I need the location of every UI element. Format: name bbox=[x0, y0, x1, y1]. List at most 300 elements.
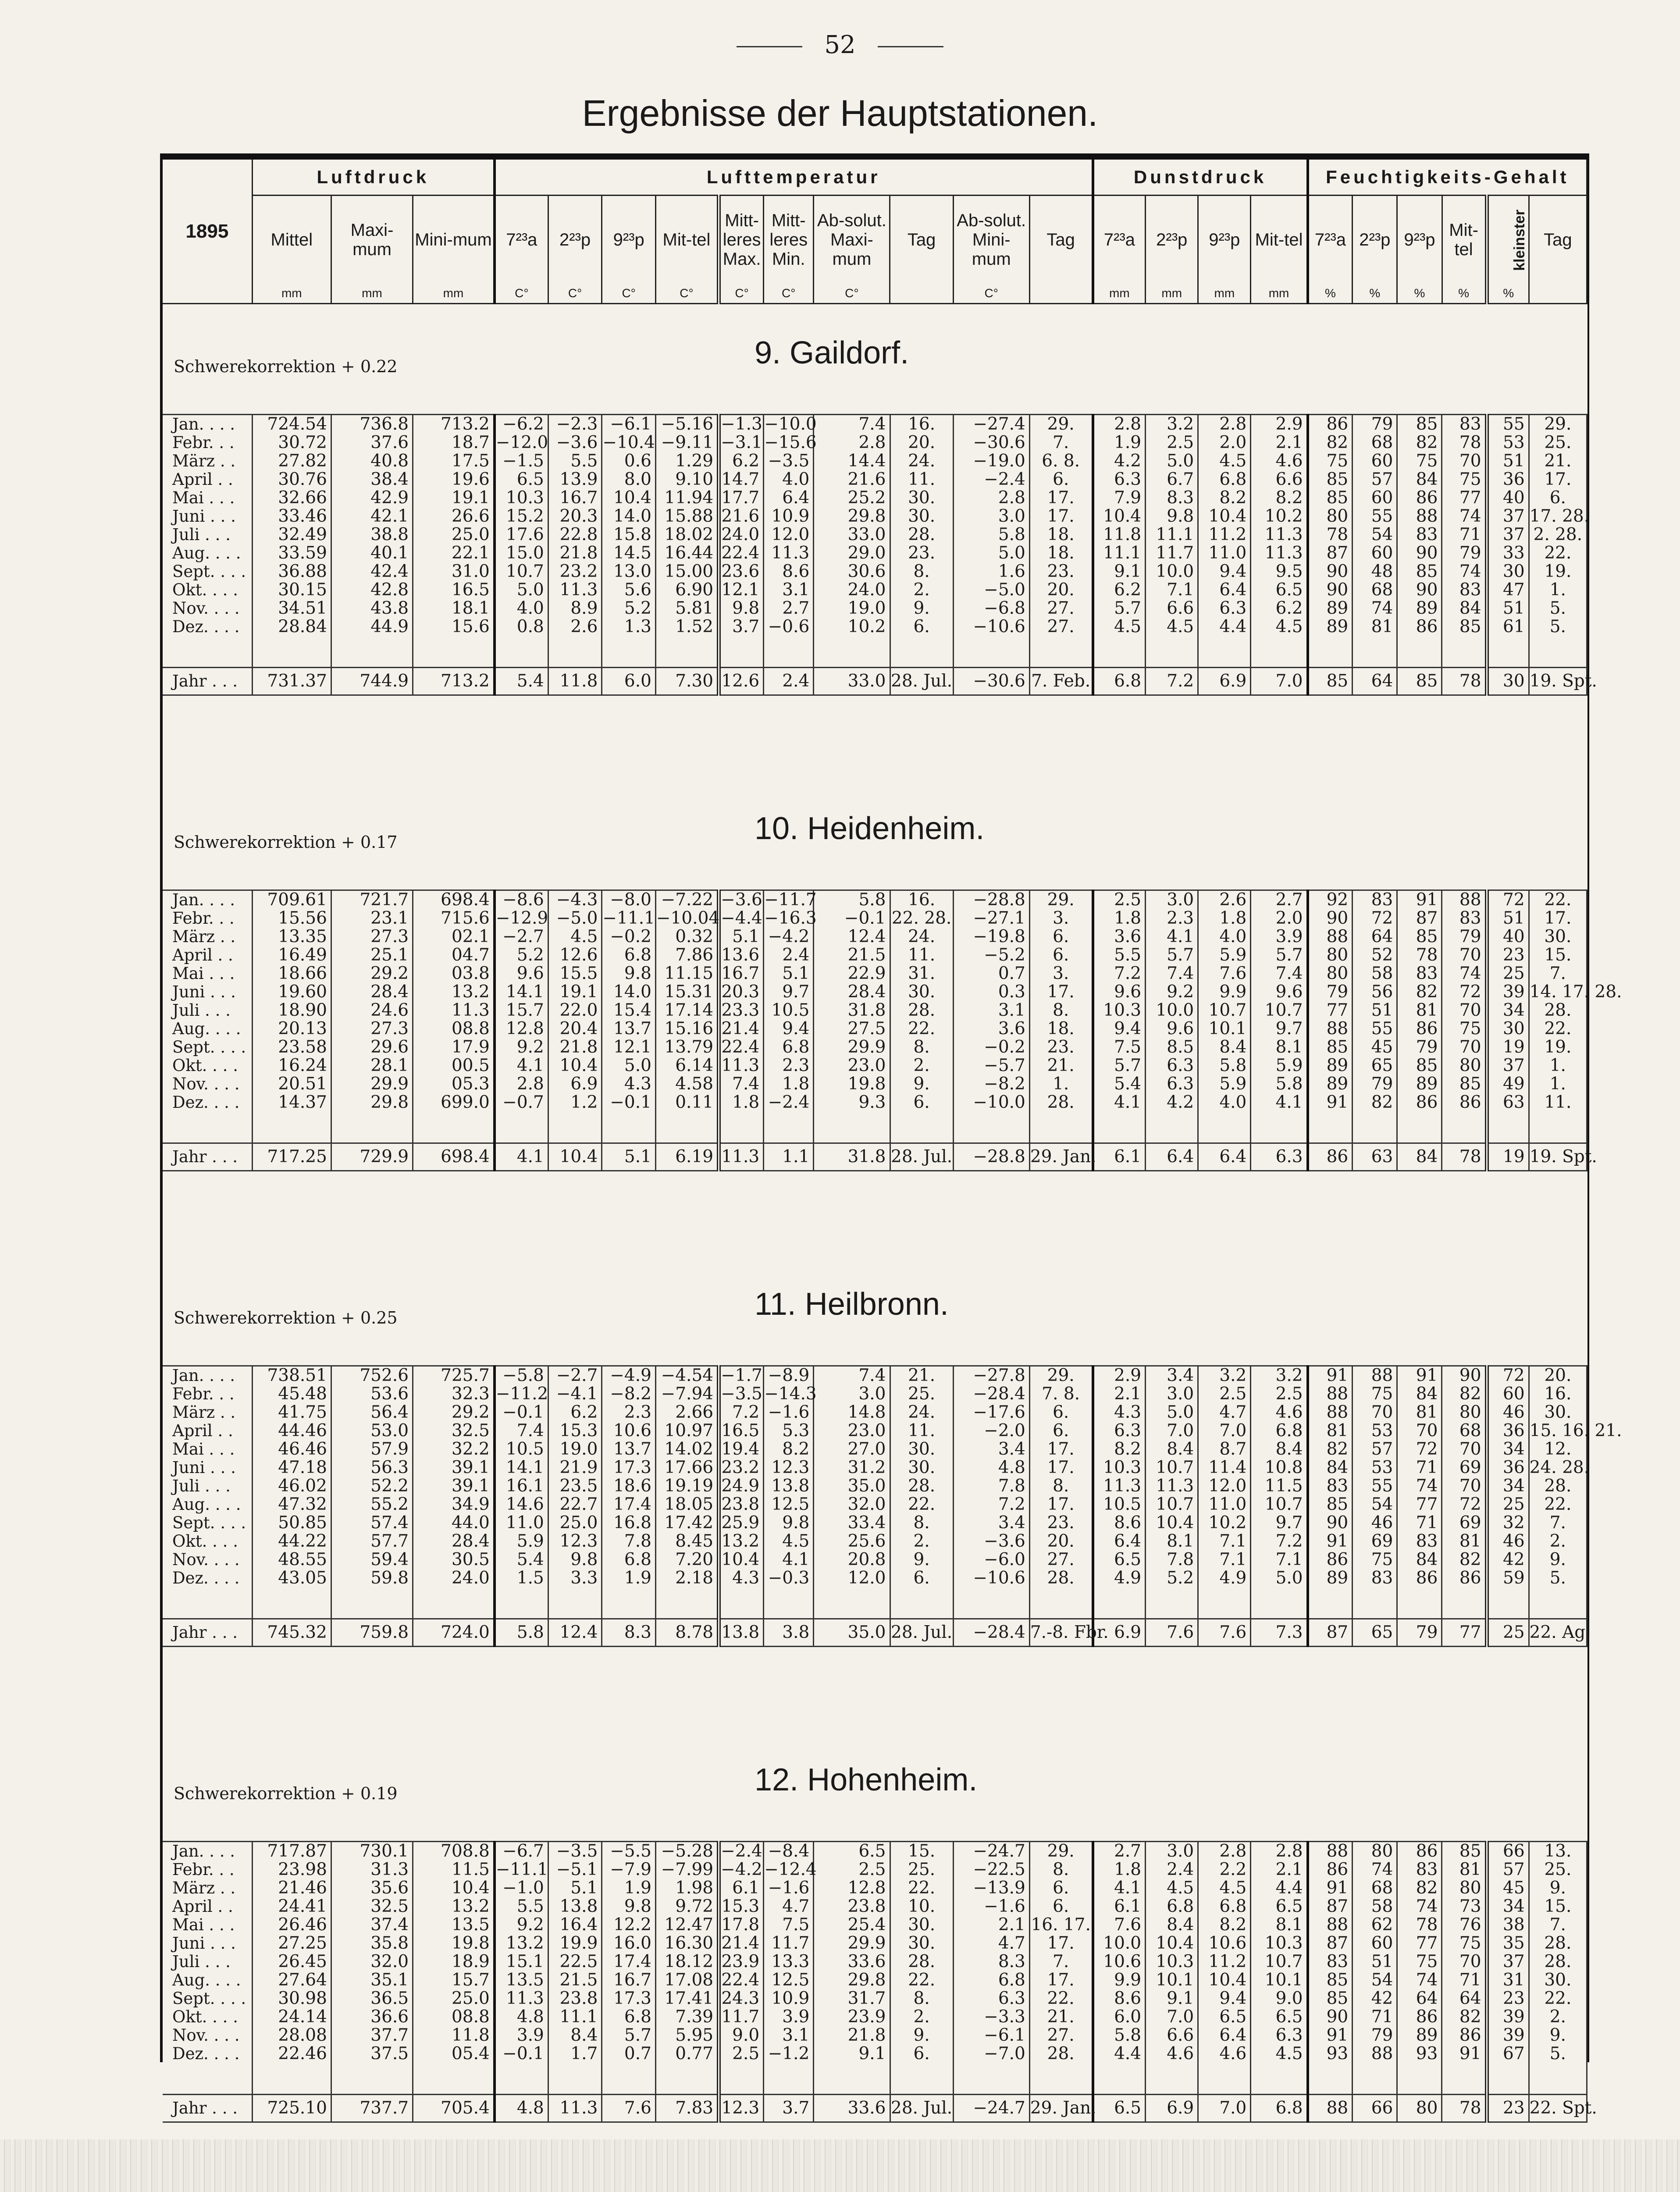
table-cell: 10.8 bbox=[1251, 1459, 1308, 1477]
table-cell: 30. bbox=[890, 507, 953, 526]
row-label: Juli . . . bbox=[163, 526, 252, 544]
table-cell: 35.1 bbox=[331, 1971, 413, 1989]
table-row bbox=[163, 507, 1587, 526]
table-cell: 14.7 bbox=[719, 470, 764, 489]
table-cell: 59.4 bbox=[331, 1551, 413, 1569]
table-cell: 2.4 bbox=[1146, 1861, 1198, 1879]
gap-cell bbox=[1487, 636, 1529, 668]
table-cell: 56.4 bbox=[331, 1403, 413, 1422]
table-cell: 6.3 bbox=[1146, 1075, 1198, 1093]
table-cell: 33.6 bbox=[814, 2095, 890, 2122]
table-cell: 11.4 bbox=[1198, 1459, 1251, 1477]
table-cell: 77 bbox=[1308, 1001, 1353, 1020]
table-cell: 88 bbox=[1353, 2045, 1397, 2063]
table-cell: −5.0 bbox=[548, 909, 602, 928]
table-cell: −24.7 bbox=[953, 2095, 1029, 2122]
row-label: Febr. . . bbox=[163, 1385, 252, 1403]
table-cell: 713.2 bbox=[413, 415, 495, 434]
table-cell: 12.8 bbox=[814, 1879, 890, 1897]
table-cell: −3.5 bbox=[764, 452, 814, 470]
scan-border bbox=[0, 2139, 1680, 2192]
table-cell: 68 bbox=[1353, 434, 1397, 452]
table-cell: 23. bbox=[1029, 1514, 1093, 1532]
table-row bbox=[163, 1495, 1587, 1514]
table-cell: 46 bbox=[1487, 1532, 1529, 1551]
table-cell: −4.3 bbox=[548, 890, 602, 910]
table-cell: −0.7 bbox=[495, 1093, 548, 1112]
table-cell: 26.6 bbox=[413, 507, 495, 526]
table-cell: 23.0 bbox=[814, 1422, 890, 1440]
table-cell: 77 bbox=[1397, 1934, 1442, 1953]
table-cell: 13.6 bbox=[719, 946, 764, 964]
table-cell: 1. bbox=[1029, 1075, 1093, 1093]
table-cell: 63 bbox=[1487, 1093, 1529, 1112]
table-cell: 46 bbox=[1487, 1403, 1529, 1422]
table-cell: −1.6 bbox=[764, 1879, 814, 1897]
table-cell: 759.8 bbox=[331, 1619, 413, 1647]
table-cell: 23.98 bbox=[252, 1861, 331, 1879]
table-cell: 83 bbox=[1353, 890, 1397, 910]
table-cell: 2.1 bbox=[1093, 1385, 1146, 1403]
gap-cell bbox=[1308, 1112, 1353, 1143]
table-cell: 7.8 bbox=[1146, 1551, 1198, 1569]
table-cell: 44.0 bbox=[413, 1514, 495, 1532]
table-cell: 3.6 bbox=[953, 1020, 1029, 1038]
table-cell: 4.8 bbox=[953, 1459, 1029, 1477]
gap-cell bbox=[1251, 1112, 1308, 1143]
table-cell: 86 bbox=[1442, 1569, 1487, 1587]
table-cell: 27. bbox=[1029, 2026, 1093, 2045]
table-cell: 30 bbox=[1487, 668, 1529, 695]
table-cell: 3.1 bbox=[764, 2026, 814, 2045]
table-cell: 12.47 bbox=[655, 1916, 719, 1934]
table-cell: 70 bbox=[1353, 1403, 1397, 1422]
table-cell: 79 bbox=[1442, 544, 1487, 562]
table-cell: 82 bbox=[1308, 434, 1353, 452]
row-gap bbox=[163, 1112, 1587, 1143]
gap-cell bbox=[1251, 636, 1308, 668]
table-cell: 84 bbox=[1397, 470, 1442, 489]
table-cell: 19. Spt. bbox=[1529, 668, 1587, 695]
table-cell: 85 bbox=[1397, 1057, 1442, 1075]
table-cell: 10.7 bbox=[1146, 1495, 1198, 1514]
table-row bbox=[163, 1861, 1587, 1879]
table-cell: 7.6 bbox=[1198, 1619, 1251, 1647]
table-cell: 11.3 bbox=[1251, 526, 1308, 544]
table-row bbox=[163, 489, 1587, 507]
table-cell: 17. bbox=[1529, 909, 1587, 928]
table-cell: 38 bbox=[1487, 1916, 1529, 1934]
table-cell: 42 bbox=[1353, 1989, 1397, 2008]
table-cell: −1.7 bbox=[719, 1366, 764, 1385]
table-cell: 22. 28. bbox=[890, 909, 953, 928]
row-label: Juni . . . bbox=[163, 983, 252, 1001]
table-cell: 20.8 bbox=[814, 1551, 890, 1569]
table-cell: 11.3 bbox=[548, 2095, 602, 2122]
table-cell: 15.88 bbox=[655, 507, 719, 526]
table-cell: 80 bbox=[1442, 1057, 1487, 1075]
table-row bbox=[163, 599, 1587, 618]
table-cell: 2.8 bbox=[814, 434, 890, 452]
table-cell: 9.4 bbox=[1198, 1989, 1251, 2008]
table-cell: 75 bbox=[1353, 1551, 1397, 1569]
table-cell: 88 bbox=[1308, 1403, 1353, 1422]
table-cell: 23.3 bbox=[719, 1001, 764, 1020]
table-cell: 89 bbox=[1308, 1569, 1353, 1587]
table-cell: 20. bbox=[1029, 1532, 1093, 1551]
table-cell: 1.98 bbox=[655, 1879, 719, 1897]
table-cell: 13.9 bbox=[548, 470, 602, 489]
table-cell: 13.7 bbox=[602, 1020, 656, 1038]
table-cell: 29.9 bbox=[814, 1038, 890, 1057]
table-cell: 2.2 bbox=[1198, 1861, 1251, 1879]
table-cell: 16. bbox=[890, 415, 953, 434]
table-cell: 5.8 bbox=[1198, 1057, 1251, 1075]
table-cell: 2.66 bbox=[655, 1403, 719, 1422]
table-cell: 86 bbox=[1442, 2026, 1487, 2045]
table-cell: 745.32 bbox=[252, 1619, 331, 1647]
table-cell: −6.1 bbox=[953, 2026, 1029, 2045]
table-cell: 5.7 bbox=[1093, 599, 1146, 618]
table-cell: 8. bbox=[1029, 1477, 1093, 1495]
table-cell: 10.4 bbox=[413, 1879, 495, 1897]
table-cell: 34 bbox=[1487, 1001, 1529, 1020]
table-cell: 90 bbox=[1308, 581, 1353, 599]
table-cell: 7.6 bbox=[1198, 964, 1251, 983]
table-cell: 4.3 bbox=[719, 1569, 764, 1587]
table-cell: 8.5 bbox=[1146, 1038, 1198, 1057]
table-cell: 38.8 bbox=[331, 526, 413, 544]
table-cell: 78 bbox=[1397, 1916, 1442, 1934]
gap-cell bbox=[1529, 1587, 1587, 1619]
table-cell: 25.0 bbox=[548, 1514, 602, 1532]
table-cell: −10.04 bbox=[656, 908, 720, 928]
table-cell: 28. bbox=[1029, 1093, 1093, 1112]
table-cell: 9.0 bbox=[719, 2026, 764, 2045]
table-cell: 8.4 bbox=[548, 2026, 602, 2045]
table-cell: 6.0 bbox=[1093, 2008, 1146, 2026]
table-cell: 79 bbox=[1353, 415, 1397, 434]
table-cell: 74 bbox=[1442, 507, 1487, 526]
table-cell: 15. bbox=[1529, 946, 1587, 964]
table-cell: 74 bbox=[1397, 1477, 1442, 1495]
table-cell: 83 bbox=[1397, 526, 1442, 544]
table-cell: 76 bbox=[1442, 1916, 1487, 1934]
table-cell: 36 bbox=[1487, 470, 1529, 489]
row-label: Febr. . . bbox=[163, 909, 252, 928]
table-cell: 23 bbox=[1487, 1989, 1529, 2008]
row-label: Aug. . . . bbox=[163, 544, 252, 562]
table-cell: 91 bbox=[1308, 1093, 1353, 1112]
table-cell: 71 bbox=[1442, 1971, 1487, 1989]
table-cell: 3.9 bbox=[495, 2026, 548, 2045]
table-cell: −27.1 bbox=[953, 909, 1029, 928]
group-lufttemperatur: Lufttemperatur bbox=[495, 160, 1093, 196]
table-cell: 8.6 bbox=[1093, 1989, 1146, 2008]
table-cell: 7.4 bbox=[1251, 964, 1308, 983]
table-cell: −2.4 bbox=[953, 470, 1029, 489]
table-cell: 36.6 bbox=[331, 2008, 413, 2026]
table-row bbox=[163, 544, 1587, 562]
table-cell: 8. bbox=[1029, 1001, 1093, 1020]
table-cell: 19.0 bbox=[548, 1440, 602, 1459]
table-cell: −6.8 bbox=[953, 599, 1029, 618]
row-label: Okt. . . . bbox=[163, 2008, 252, 2026]
row-label: März . . bbox=[163, 452, 252, 470]
table-cell: 25.0 bbox=[413, 526, 495, 544]
table-cell: 10.7 bbox=[1251, 1495, 1308, 1514]
table-cell: 11.5 bbox=[1251, 1477, 1308, 1495]
column-header: kleinster bbox=[1511, 210, 1528, 271]
table-cell: 7.8 bbox=[953, 1477, 1029, 1495]
table-cell: 6. bbox=[1029, 1422, 1093, 1440]
table-cell: 5.8 bbox=[953, 526, 1029, 544]
table-cell: 28. bbox=[1529, 1953, 1587, 1971]
table-cell: 4.4 bbox=[1198, 618, 1251, 636]
row-label: Dez. . . . bbox=[163, 1093, 252, 1112]
row-label: Dez. . . . bbox=[163, 1569, 252, 1587]
table-cell: 10.3 bbox=[495, 489, 548, 507]
table-cell: 46.02 bbox=[252, 1477, 331, 1495]
table-cell: 78 bbox=[1442, 668, 1487, 695]
gap-cell bbox=[1198, 2063, 1251, 2095]
table-cell: 8.7 bbox=[1198, 1440, 1251, 1459]
table-cell: 45 bbox=[1487, 1879, 1529, 1897]
row-label: Jahr . . . bbox=[163, 1619, 252, 1647]
table-cell: 13. bbox=[1529, 1842, 1587, 1861]
table-cell: −2.7 bbox=[548, 1366, 602, 1385]
table-cell: 6.3 bbox=[953, 1989, 1029, 2008]
table-cell: 9. bbox=[1529, 1551, 1587, 1569]
table-cell: 22.9 bbox=[814, 964, 890, 983]
row-label: Sept. . . . bbox=[163, 562, 252, 581]
table-cell: 6.4 bbox=[1146, 1143, 1198, 1171]
table-cell: 83 bbox=[1442, 581, 1487, 599]
table-cell: 10.4 bbox=[1146, 1514, 1198, 1532]
table-cell: 71 bbox=[1397, 1514, 1442, 1532]
table-cell: 32 bbox=[1487, 1514, 1529, 1532]
table-cell: 9.6 bbox=[1093, 983, 1146, 1001]
gap-cell bbox=[1093, 636, 1146, 668]
table-cell: 18.02 bbox=[655, 526, 719, 544]
table-cell: 60 bbox=[1353, 489, 1397, 507]
row-label: Sept. . . . bbox=[163, 1989, 252, 2008]
table-cell: 77 bbox=[1442, 489, 1487, 507]
table-cell: 73 bbox=[1442, 1897, 1487, 1916]
table-cell: 9.7 bbox=[1251, 1514, 1308, 1532]
table-cell: 736.8 bbox=[331, 415, 413, 434]
table-cell: 8.45 bbox=[655, 1532, 719, 1551]
table-cell: 1.8 bbox=[719, 1093, 764, 1112]
table-cell: 6.4 bbox=[1198, 581, 1251, 599]
table-cell: 10.6 bbox=[1093, 1953, 1146, 1971]
table-cell: 5.5 bbox=[495, 1897, 548, 1916]
table-cell: 90 bbox=[1397, 581, 1442, 599]
table-cell: 14.5 bbox=[602, 544, 656, 562]
table-cell: 14.1 bbox=[495, 1459, 548, 1477]
table-cell: 13.5 bbox=[495, 1971, 548, 1989]
table-cell: −2.4 bbox=[764, 1093, 814, 1112]
table-cell: 17.3 bbox=[602, 1459, 656, 1477]
row-label: Mai . . . bbox=[163, 489, 252, 507]
unit-label bbox=[890, 284, 953, 304]
table-cell: 30.72 bbox=[252, 434, 331, 452]
table-cell: 17.08 bbox=[655, 1971, 719, 1989]
row-gap bbox=[163, 1587, 1587, 1619]
gap-cell bbox=[1397, 2063, 1442, 2095]
table-cell: 7.4 bbox=[814, 415, 890, 434]
table-cell: 4.6 bbox=[1251, 1403, 1308, 1422]
unit-label bbox=[1029, 284, 1093, 304]
table-cell: 5.8 bbox=[1093, 2026, 1146, 2045]
table-cell: 15.1 bbox=[495, 1953, 548, 1971]
table-cell: 32.5 bbox=[413, 1422, 495, 1440]
table-cell: 6.6 bbox=[1146, 599, 1198, 618]
table-cell: 18.12 bbox=[655, 1953, 719, 1971]
table-cell: 9.1 bbox=[814, 2045, 890, 2063]
table-cell: 56.3 bbox=[331, 1459, 413, 1477]
table-cell: 10.2 bbox=[814, 618, 890, 636]
table-cell: 71 bbox=[1397, 1459, 1442, 1477]
table-cell: 69 bbox=[1442, 1514, 1487, 1532]
table-cell: 4.0 bbox=[1198, 928, 1251, 946]
table-cell: 5.0 bbox=[602, 1057, 656, 1075]
unit-label: % bbox=[1397, 284, 1442, 304]
table-row bbox=[163, 581, 1587, 599]
table-cell: 60 bbox=[1487, 1385, 1529, 1403]
table-cell: 7.2 bbox=[1146, 668, 1198, 695]
table-cell: 6.2 bbox=[1093, 581, 1146, 599]
table-cell: 2.9 bbox=[1251, 415, 1308, 434]
table-cell: 22. bbox=[1529, 544, 1587, 562]
gap-cell bbox=[953, 2063, 1029, 2095]
row-label: Okt. . . . bbox=[163, 1532, 252, 1551]
table-cell: 34 bbox=[1487, 1477, 1529, 1495]
table-cell: 05.4 bbox=[413, 2045, 495, 2063]
table-cell: 32.3 bbox=[413, 1385, 495, 1403]
gap-cell bbox=[890, 1587, 953, 1619]
table-cell: 731.37 bbox=[252, 668, 331, 695]
table-cell: 39 bbox=[1487, 2026, 1529, 2045]
table-cell: 17. bbox=[1029, 489, 1093, 507]
table-cell: 33.0 bbox=[814, 668, 890, 695]
table-cell: 8.0 bbox=[602, 470, 656, 489]
table-cell: −11.2 bbox=[495, 1385, 548, 1403]
table-cell: 19. Spt. bbox=[1529, 1143, 1587, 1171]
table-cell: 6.1 bbox=[1093, 1143, 1146, 1171]
table-cell: 6.9 bbox=[1198, 668, 1251, 695]
gap-cell bbox=[548, 636, 602, 668]
table-cell: 17.66 bbox=[655, 1459, 719, 1477]
table-row bbox=[163, 618, 1587, 636]
table-cell: 8.3 bbox=[1146, 489, 1198, 507]
table-cell: 1.8 bbox=[1198, 909, 1251, 928]
station-header bbox=[163, 1731, 1587, 1841]
table-cell: 5.95 bbox=[655, 2026, 719, 2045]
table-cell: 9.7 bbox=[1251, 1020, 1308, 1038]
table-cell: 19. bbox=[1529, 1038, 1587, 1057]
table-cell: 5.2 bbox=[1146, 1569, 1198, 1587]
table-cell: −3.1 bbox=[719, 434, 764, 452]
table-cell: 3.0 bbox=[814, 1385, 890, 1403]
unit-label: mm bbox=[413, 284, 495, 304]
table-cell: 91 bbox=[1397, 1366, 1442, 1385]
table-cell: 22. Spt. bbox=[1529, 2095, 1587, 2122]
table-cell: 23.2 bbox=[719, 1459, 764, 1477]
gap-cell bbox=[331, 1112, 413, 1143]
table-cell: 15.6 bbox=[413, 618, 495, 636]
table-cell: −12.0 bbox=[495, 434, 548, 452]
table-cell: −28.8 bbox=[953, 890, 1029, 910]
table-cell: −0.1 bbox=[495, 1403, 548, 1422]
table-cell: 19.8 bbox=[413, 1934, 495, 1953]
table-cell: 18.90 bbox=[252, 1001, 331, 1020]
table-cell: 84 bbox=[1397, 1551, 1442, 1569]
table-cell: 8.6 bbox=[1093, 1514, 1146, 1532]
station-name: 10. Heidenheim. bbox=[755, 811, 985, 846]
gap-cell bbox=[163, 1112, 252, 1143]
table-cell: 6.8 bbox=[1198, 1897, 1251, 1916]
table-cell: 23 bbox=[1487, 2095, 1529, 2122]
table-cell: 24.6 bbox=[331, 1001, 413, 1020]
table-cell: 22. bbox=[890, 1020, 953, 1038]
table-cell: 03.8 bbox=[413, 964, 495, 983]
table-cell: 2.0 bbox=[1198, 434, 1251, 452]
table-cell: 16.30 bbox=[655, 1934, 719, 1953]
table-cell: 15.8 bbox=[602, 526, 656, 544]
table-cell: 8. bbox=[890, 562, 953, 581]
table-cell: −0.6 bbox=[764, 618, 814, 636]
table-cell: 78 bbox=[1442, 434, 1487, 452]
gap-cell bbox=[764, 1112, 814, 1143]
table-cell: 59 bbox=[1487, 1569, 1529, 1587]
column-header: Mitt-leres Min. bbox=[764, 196, 814, 284]
table-cell: 31.3 bbox=[331, 1861, 413, 1879]
table-cell: 10.0 bbox=[1093, 1934, 1146, 1953]
table-cell: 4.4 bbox=[1251, 1879, 1308, 1897]
column-header: Maxi-mum bbox=[331, 196, 413, 284]
row-label: Juli . . . bbox=[163, 1953, 252, 1971]
table-cell: 83 bbox=[1397, 964, 1442, 983]
table-cell: 79 bbox=[1308, 983, 1353, 1001]
table-cell: 5.9 bbox=[1251, 1057, 1308, 1075]
table-cell: 19.6 bbox=[413, 470, 495, 489]
table-cell: 12.5 bbox=[764, 1971, 814, 1989]
table-cell: 89 bbox=[1308, 1075, 1353, 1093]
column-header: Mit-tel bbox=[655, 196, 719, 284]
table-cell: 25 bbox=[1487, 1619, 1529, 1647]
table-cell: 70 bbox=[1442, 1038, 1487, 1057]
table-cell: 90 bbox=[1442, 1366, 1487, 1385]
group-dunstdruck: Dunstdruck bbox=[1093, 160, 1308, 196]
table-cell: 84 bbox=[1442, 599, 1487, 618]
unit-label: mm bbox=[1198, 284, 1251, 304]
table-cell: 37 bbox=[1487, 526, 1529, 544]
column-header: 9²³p bbox=[1198, 196, 1251, 284]
table-cell: 1.9 bbox=[602, 1569, 656, 1587]
gap-cell bbox=[1442, 1112, 1487, 1143]
table-cell: 75 bbox=[1308, 452, 1353, 470]
table-cell: 80 bbox=[1442, 1879, 1487, 1897]
table-cell: 5. bbox=[1529, 618, 1587, 636]
table-cell: 54 bbox=[1353, 1495, 1397, 1514]
table-cell: 68 bbox=[1442, 1422, 1487, 1440]
table-cell: 84 bbox=[1397, 1385, 1442, 1403]
table-cell: 72 bbox=[1397, 1440, 1442, 1459]
table-cell: 25 bbox=[1487, 1495, 1529, 1514]
table-cell: 4.1 bbox=[1093, 1879, 1146, 1897]
table-cell: 2. bbox=[890, 1057, 953, 1075]
